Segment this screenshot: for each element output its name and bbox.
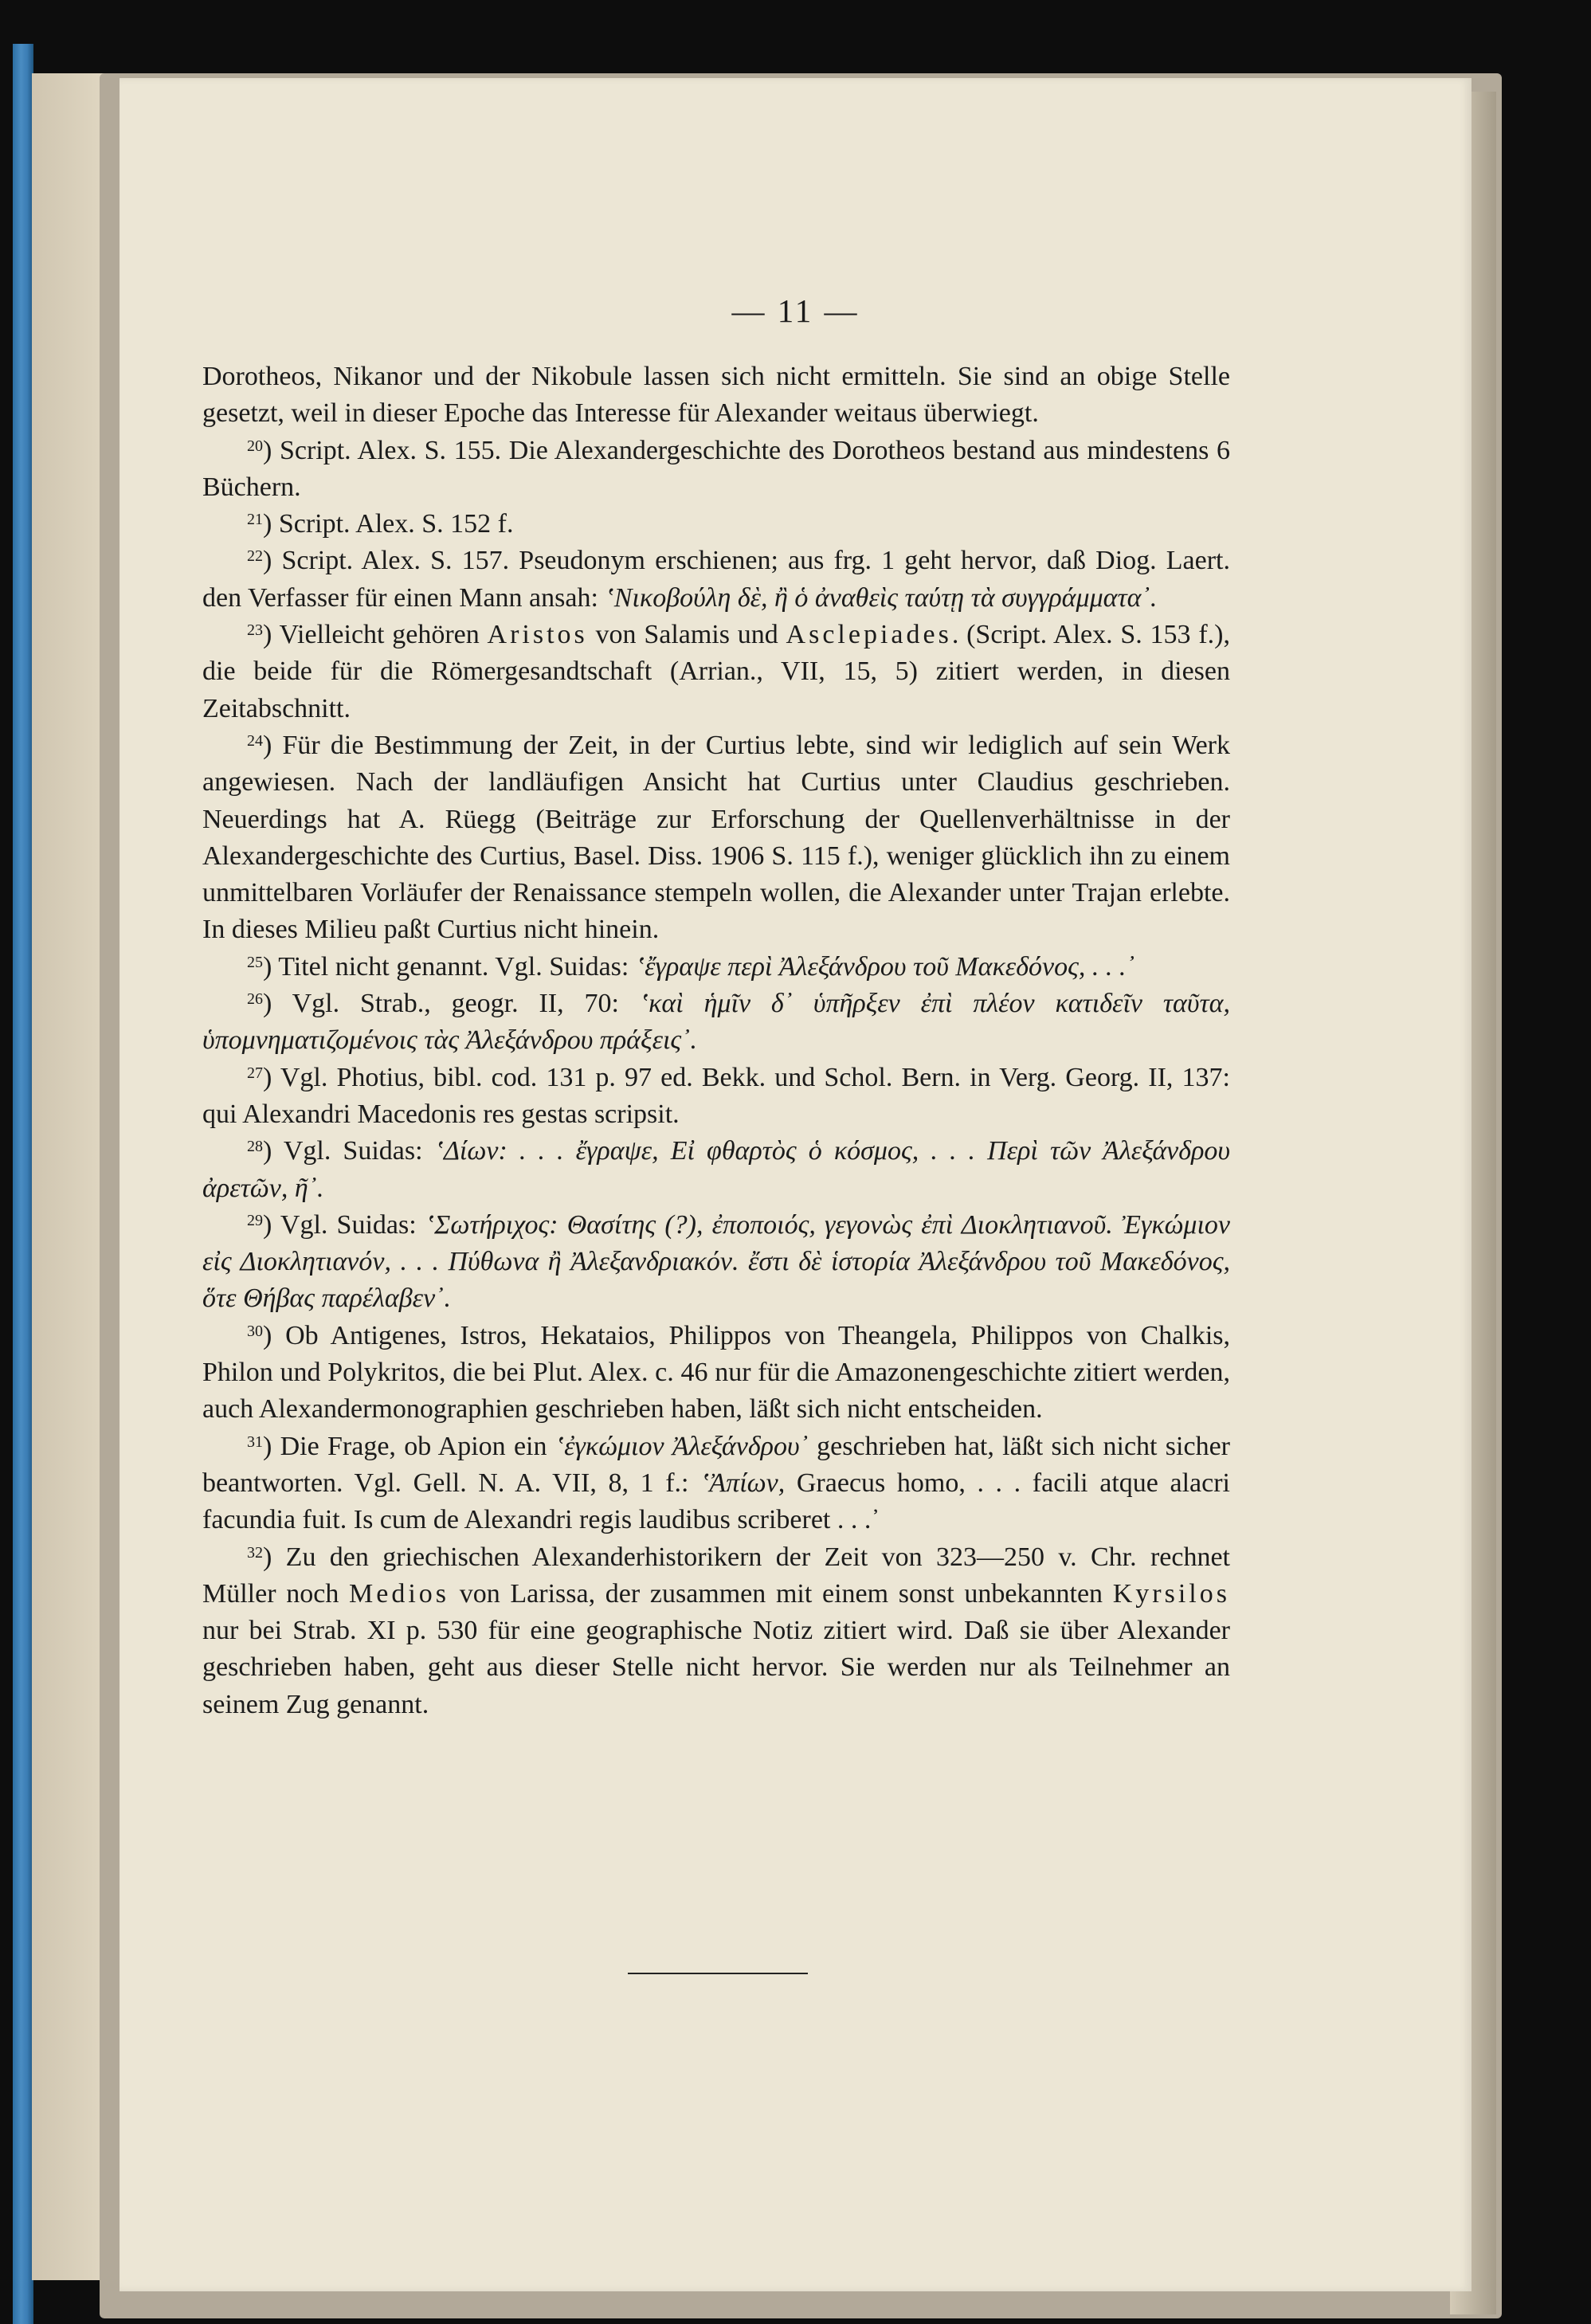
footnote-23: $^{23}$) Vielleicht gehören Aristos von Salamis und Asclepiades. (Script. Alex. S. 153 f.), die beide für die Römergesandtschaft (Arrian., VII, 15, 5) zitiert werden, in diesen Zeitabschnitt. bbox=[202, 620, 1230, 723]
footnote-32: $^{32}$) Zu den griechischen Alexanderhistorikern der Zeit von 323—250 v. Chr. rechnet Müller noch Medios von Larissa, der zusammen mit einem sonst unbekannten Kyrsilos nur bei Strab. XI p. 530 für eine geographische Notiz zitiert wird. Daß sie über Alexander geschrieben haben, geht aus dieser Stelle nicht hervor. Sie werden nur als Teilnehmer an seinem Zug genannt. bbox=[202, 1542, 1230, 1719]
footnote-number: 24 bbox=[247, 731, 263, 750]
footnote-number: 25 bbox=[247, 953, 263, 971]
spaced-name: Asclepiades bbox=[786, 620, 952, 650]
end-rule bbox=[628, 1973, 808, 1974]
text-run: Script. Alex. S. 155. Die Alexandergeschichte des Dorotheos bestand aus mindestens 6 Büchern. bbox=[202, 435, 1230, 502]
footnote-21: $^{21}$) Script. Alex. S. 152 f. bbox=[247, 509, 514, 539]
spaced-name: Aristos bbox=[487, 620, 588, 650]
greek-quote: ʽΝικοβούλη δὲ, ἢ ὁ ἀναθεὶς ταύτῃ τὰ συγγράμματα᾿. bbox=[605, 582, 1158, 613]
text-run: Titel nicht genannt. Vgl. Suidas: bbox=[278, 951, 636, 982]
text-run: Vgl. Suidas: bbox=[280, 1209, 425, 1240]
page-number: — 11 — bbox=[731, 292, 860, 329]
page bbox=[120, 78, 1471, 2291]
footnote-number: 27 bbox=[247, 1064, 263, 1082]
footnote-number: 22 bbox=[247, 547, 263, 566]
text-run: von Larissa, der zusammen mit einem sonst unbekannten bbox=[449, 1578, 1113, 1609]
greek-quote: ʽΣωτήριχος: Θασίτης (?), ἐποποιός, γεγονὼς ἐπὶ Διοκλητιανοῦ. Ἐγκώμιον εἰς Διοκλητιανόν, . . . Πύθωνα ἢ Ἀλεξανδριακόν. ἔστι δὲ ἱστορία Ἀλεξάνδρου τοῦ Μακεδόνος, ὅτε Θήβας παρέλαβεν᾿. bbox=[202, 1209, 1230, 1314]
footnote-number: 31 bbox=[247, 1432, 263, 1451]
footnote-28: $^{28}$) Vgl. Suidas: ʽΔίων: . . . ἔγραψε, Εἰ φθαρτὸς ὁ κόσμος, . . . Περὶ τῶν Ἀλεξάνδρου ἀρετῶν, ῆ᾿. bbox=[202, 1136, 1230, 1203]
text-run: von Salamis und bbox=[587, 620, 786, 650]
text-run: Vgl. Suidas: bbox=[283, 1136, 435, 1166]
text-run: Vgl. Photius, bibl. cod. 131 p. 97 ed. Bekk. und Schol. Bern. in Verg. Georg. II, 137: qui Alexandri Macedonis res gestas scripsit. bbox=[202, 1062, 1230, 1129]
text-run: Script. Alex. S. 152 f. bbox=[278, 509, 514, 539]
greek-quote: ʽἈπίων, bbox=[700, 1468, 786, 1498]
text-run: Die Frage, ob Apion ein bbox=[280, 1431, 555, 1461]
paragraph bbox=[202, 359, 1230, 433]
spaced-name: Kyrsilos bbox=[1112, 1578, 1230, 1609]
text-run: geschrieben hat, läßt sich nicht sicher beantworten. Vgl. Gell. N. A. VII, 8, 1 f.: bbox=[202, 1431, 1230, 1498]
footnote-30: $^{30}$) Ob Antigenes, Istros, Hekataios, Philippos von Theangela, Philippos von Chalkis, Philon und Polykritos, die bei Plut. Alex. c. 46 nur für die Amazonengeschichte zitiert werden, auch Alexandermonographien geschrieben haben, läßt sich nicht entscheiden. bbox=[202, 1320, 1231, 1425]
footnote-number: 21 bbox=[247, 511, 263, 529]
footnote-number: 20 bbox=[247, 437, 263, 455]
footnote-number: 26 bbox=[247, 990, 263, 1009]
text-run: Für die Bestimmung der Zeit, in der Curtius lebte, sind wir lediglich auf sein Werk angewiesen. Nach der landläufigen Ansicht hat Curtius unter Claudius geschrieben. Neuerdings hat A. Rüegg (Beiträge zur Erforschung der Quellenverhältnisse in der Alexandergeschichte des Curtius, Basel. Diss. 1906 S. 115 f.), weniger glücklich ihn zu einem unmittelbaren Vorläufer der Renaissance stempeln wollen, die Alexander unter Trajan erlebte. In dieses Milieu paßt Curtius nicht hinein. bbox=[202, 730, 1230, 945]
footnote-27: $^{27}$) Vgl. Photius, bibl. cod. 131 p. 97 ed. Bekk. und Schol. Bern. in Verg. Georg. II, 137: qui Alexandri Macedonis res gestas scripsit. bbox=[202, 1062, 1230, 1129]
text-run: Vgl. Strab., geogr. II, 70: bbox=[292, 989, 640, 1019]
footnote-number: 28 bbox=[247, 1138, 263, 1156]
footnote-number: 23 bbox=[247, 621, 263, 640]
text-run: Zu den griechischen Alexanderhistorikern der Zeit von 323—250 v. Chr. rechnet Müller noch bbox=[202, 1542, 1230, 1609]
footnote-29: $^{29}$) Vgl. Suidas: ʽΣωτήριχος: Θασίτης (?), ἐποποιός, γεγονὼς ἐπὶ Διοκλητιανοῦ. Ἐγκώμιον εἰς Διοκλητιανόν, . . . Πύθωνα ἢ Ἀλεξανδριακόν. ἔστι δὲ ἱστορία Ἀλεξάνδρου τοῦ Μακεδόνος, ὅτε Θήβας παρέλαβεν᾿. bbox=[202, 1209, 1230, 1314]
footnote-25: $^{25}$) Titel nicht genannt. Vgl. Suidas: ʽἔγραψε περὶ Ἀλεξάνδρου τοῦ Μακεδόνος, . . .᾿ bbox=[247, 951, 1135, 982]
footnote-26: $^{26}$) Vgl. Strab., geogr. II, 70: ʽκαὶ ἡμῖν δ᾿ ὑπῆρξεν ἐπὶ πλέον κατιδεῖν ταῦτα, ὑπομνηματιζομένοις τὰς Ἀλεξάνδρου πράξεις᾿. bbox=[202, 989, 1230, 1056]
greek-quote: ʽἔγραψε περὶ Ἀλεξάνδρου τοῦ Μακεδόνος, . . .᾿ bbox=[635, 951, 1135, 982]
footnote-number: 30 bbox=[247, 1322, 263, 1340]
spaced-name: Medios bbox=[349, 1578, 450, 1609]
greek-quote: ʽἐγκώμιον Ἀλεξάνδρου᾿ bbox=[554, 1431, 809, 1461]
text-run: Script. Alex. S. 157. Pseudonym erschienen; aus frg. 1 geht hervor, daß Diog. Laert. den Verfasser für einen Mann ansah: bbox=[202, 546, 1230, 613]
footnote-20: $^{20}$) Script. Alex. S. 155. Die Alexandergeschichte des Dorotheos bestand aus mindestens 6 Büchern. bbox=[202, 435, 1230, 502]
book-spine bbox=[13, 44, 33, 2324]
footnote-24: $^{24}$) Für die Bestimmung der Zeit, in der Curtius lebte, sind wir lediglich auf sein Werk angewiesen. Nach der landläufigen Ansicht hat Curtius unter Claudius geschrieben. Neuerdings hat A. Rüegg (Beiträge zur Erforschung der Quellenverhältnisse in der Alexandergeschichte des Curtius, Basel. Diss. 1906 S. 115 f.), weniger glücklich ihn zu einem unmittelbaren Vorläufer der Renaissance stempeln wollen, die Alexander unter Trajan erlebte. In dieses Milieu paßt Curtius nicht hinein. bbox=[202, 730, 1230, 945]
text-run: nur bei Strab. XI p. 530 für eine geographische Notiz zitiert wird. Daß sie über Alexander geschrieben haben, geht aus dieser Stelle nicht hervor. Sie werden nur als Teilnehmer an seinem Zug genannt. bbox=[202, 1616, 1230, 1719]
footnote-number: 29 bbox=[247, 1211, 263, 1229]
text-run: . (Script. Alex. S. 153 f.), die beide für die Römergesandtschaft (Arrian., VII, 15, 5) zitiert werden, in diesen Zeitabschnitt. bbox=[202, 620, 1230, 723]
text-run: Vielleicht gehören bbox=[279, 620, 488, 650]
footnote-22: $^{22}$) Script. Alex. S. 157. Pseudonym erschienen; aus frg. 1 geht hervor, daß Diog. Laert. den Verfasser für einen Mann ansah: ʽΝικοβούλη δὲ, ἢ ὁ ἀναθεὶς ταύτῃ τὰ συγγράμματα᾿. bbox=[202, 546, 1230, 613]
text-run: Graecus homo, . . . facili atque alacri facundia fuit. Is cum de Alexandri regis laudibus scriberet . . .᾿ bbox=[202, 1468, 1230, 1535]
body-text bbox=[202, 359, 1230, 1723]
footnote-31: $^{31}$) Die Frage, ob Apion ein ʽἐγκώμιον Ἀλεξάνδρου᾿ geschrieben hat, läßt sich nicht sicher beantworten. Vgl. Gell. N. A. VII, 8, 1 f.: ʽἈπίων, Graecus homo, . . . facili atque alacri facundia fuit. Is cum de Alexandri regis laudibus scriberet . . .᾿ bbox=[202, 1431, 1230, 1535]
greek-quote: ʽκαὶ ἡμῖν δ᾿ ὑπῆρξεν ἐπὶ πλέον κατιδεῖν ταῦτα, ὑπομνηματιζομένοις τὰς Ἀλεξάνδρου πράξεις᾿. bbox=[202, 989, 1230, 1056]
greek-quote: ʽΔίων: . . . ἔγραψε, Εἰ φθαρτὸς ὁ κόσμος, . . . Περὶ τῶν Ἀλεξάνδρου ἀρετῶν, ῆ᾿. bbox=[202, 1136, 1230, 1203]
text-run: Dorotheos, Nikanor und der Nikobule lassen sich nicht ermitteln. Sie sind an obige Stelle gesetzt, weil in dieser Epoche das Interesse für Alexander weitaus überwiegt. bbox=[202, 362, 1230, 429]
footnote-number: 32 bbox=[247, 1543, 263, 1562]
text-run: Ob Antigenes, Istros, Hekataios, Philippos von Theangela, Philippos von Chalkis, Philon und Polykritos, die bei Plut. Alex. c. 46 nur für die Amazonengeschichte zitiert werden, auch Alexandermonographien geschrieben haben, läßt sich nicht entscheiden. bbox=[202, 1320, 1231, 1425]
